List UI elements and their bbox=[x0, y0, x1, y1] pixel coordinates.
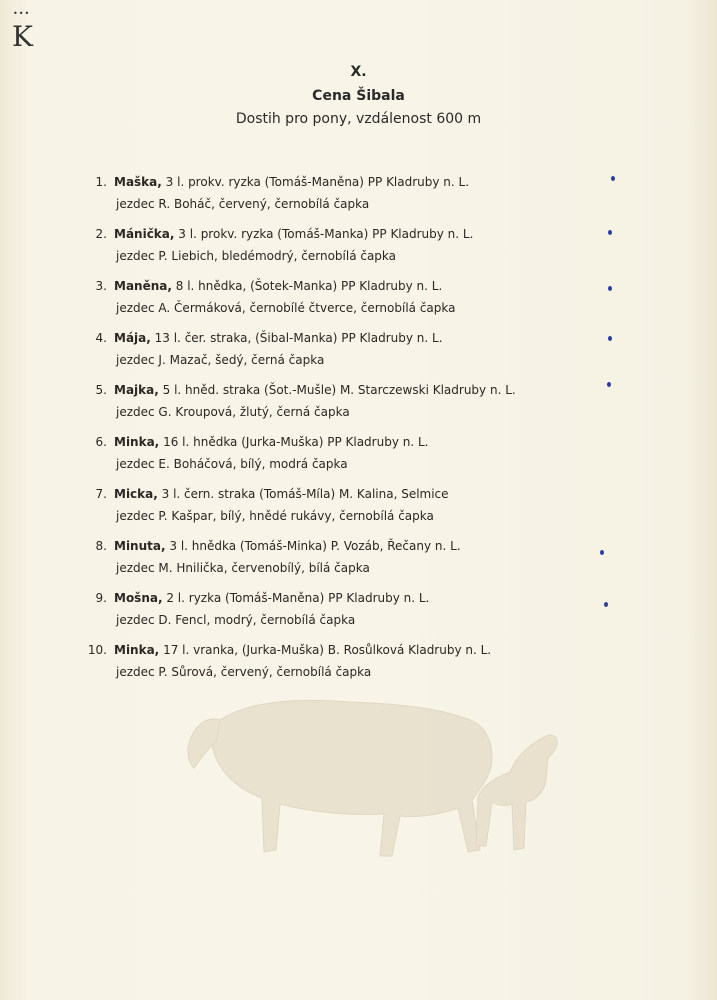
list-item bbox=[0, 432, 717, 484]
entry-number: 7. bbox=[95, 487, 107, 501]
entry-number: 9. bbox=[95, 591, 107, 605]
horse-name: Maněna, bbox=[114, 279, 172, 293]
logo-dots: ••• bbox=[13, 9, 31, 18]
horse-name: Mája, bbox=[114, 331, 151, 345]
ink-mark bbox=[608, 286, 612, 291]
horse-details: 3 l. hnědka (Tomáš-Minka) P. Vozáb, Řečany n. L. bbox=[169, 539, 461, 553]
horse-details: 3 l. prokv. ryzka (Tomáš-Manka) PP Kladruby n. L. bbox=[178, 227, 474, 241]
entry-number: 4. bbox=[95, 331, 107, 345]
ink-mark bbox=[604, 602, 608, 607]
horse-details: 13 l. čer. straka, (Šibal-Manka) PP Kladruby n. L. bbox=[154, 331, 443, 345]
horse-watermark-image bbox=[180, 680, 580, 880]
list-item bbox=[0, 484, 717, 536]
horse-name: Micka, bbox=[114, 487, 158, 501]
horse-name: Minka, bbox=[114, 435, 160, 449]
rider-info: jezdec A. Čermáková, černobílé čtverce, černobílá čapka bbox=[116, 301, 456, 315]
rider-info: jezdec R. Boháč, červený, černobílá čapka bbox=[116, 197, 370, 211]
list-item bbox=[0, 536, 717, 588]
horse-name: Minuta, bbox=[114, 539, 166, 553]
entry-line bbox=[114, 538, 461, 554]
rider-info: jezdec M. Hnilička, červenobílý, bílá čapka bbox=[116, 561, 370, 575]
entry-line bbox=[114, 278, 442, 294]
entry-line bbox=[114, 330, 443, 346]
rider-info: jezdec P. Liebich, bledémodrý, černobílá čapka bbox=[116, 249, 397, 263]
entry-line bbox=[114, 486, 449, 502]
horse-details: 3 l. čern. straka (Tomáš-Míla) M. Kalina, Selmice bbox=[161, 487, 449, 501]
ink-mark bbox=[611, 176, 615, 181]
rider-info: jezdec D. Fencl, modrý, černobílá čapka bbox=[116, 613, 356, 627]
horse-details: 3 l. prokv. ryzka (Tomáš-Maněna) PP Kladruby n. L. bbox=[165, 175, 470, 189]
entry-number: 6. bbox=[95, 435, 107, 449]
entry-line bbox=[114, 226, 473, 242]
list-item bbox=[0, 276, 717, 328]
entry-number: 3. bbox=[95, 279, 107, 293]
rider-info: jezdec J. Mazač, šedý, černá čapka bbox=[116, 353, 325, 367]
horse-name: Majka, bbox=[114, 383, 159, 397]
rider-info: jezdec E. Boháčová, bílý, modrá čapka bbox=[116, 457, 348, 471]
logo-letter: K bbox=[12, 20, 33, 53]
entry-line bbox=[114, 590, 429, 606]
horse-details: 8 l. hnědka, (Šotek-Manka) PP Kladruby n. L. bbox=[175, 279, 443, 293]
list-item bbox=[0, 224, 717, 276]
horse-details: 16 l. hnědka (Jurka-Muška) PP Kladruby n. L. bbox=[163, 435, 429, 449]
entry-number: 8. bbox=[95, 539, 107, 553]
entry-line bbox=[114, 642, 491, 658]
entry-number: 10. bbox=[87, 643, 107, 657]
ink-mark bbox=[600, 550, 604, 555]
ink-mark bbox=[607, 382, 611, 387]
ink-mark bbox=[608, 336, 612, 341]
entry-number: 2. bbox=[95, 227, 107, 241]
race-title: Cena Šibala bbox=[312, 88, 405, 104]
list-item bbox=[0, 588, 717, 640]
list-item bbox=[0, 380, 717, 432]
horse-details: 2 l. ryzka (Tomáš-Maněna) PP Kladruby n. L. bbox=[166, 591, 430, 605]
entry-number: 1. bbox=[95, 175, 107, 189]
race-number: X. bbox=[350, 64, 367, 80]
entry-line bbox=[114, 434, 428, 450]
list-item bbox=[0, 640, 717, 692]
entry-line bbox=[114, 174, 469, 190]
rider-info: jezdec P. Sůrová, červený, černobílá čapka bbox=[116, 665, 372, 679]
horse-details: 5 l. hněd. straka (Šot.-Mušle) M. Starczewski Kladruby n. L. bbox=[162, 383, 516, 397]
rider-info: jezdec P. Kašpar, bílý, hnědé rukávy, černobílá čapka bbox=[116, 509, 434, 523]
rider-info: jezdec G. Kroupová, žlutý, černá čapka bbox=[116, 405, 350, 419]
horse-name: Mošna, bbox=[114, 591, 163, 605]
horse-name: Maška, bbox=[114, 175, 162, 189]
publisher-logo bbox=[10, 9, 34, 53]
horse-details: 17 l. vranka, (Jurka-Muška) B. Rosůlková Kladruby n. L. bbox=[163, 643, 492, 657]
horse-name: Minka, bbox=[114, 643, 160, 657]
ink-mark bbox=[608, 230, 612, 235]
entry-line bbox=[114, 382, 516, 398]
entry-number: 5. bbox=[95, 383, 107, 397]
horse-name: Mánička, bbox=[114, 227, 175, 241]
list-item bbox=[0, 328, 717, 380]
race-subtitle: Dostih pro pony, vzdálenost 600 m bbox=[235, 111, 482, 127]
list-item bbox=[0, 172, 717, 224]
